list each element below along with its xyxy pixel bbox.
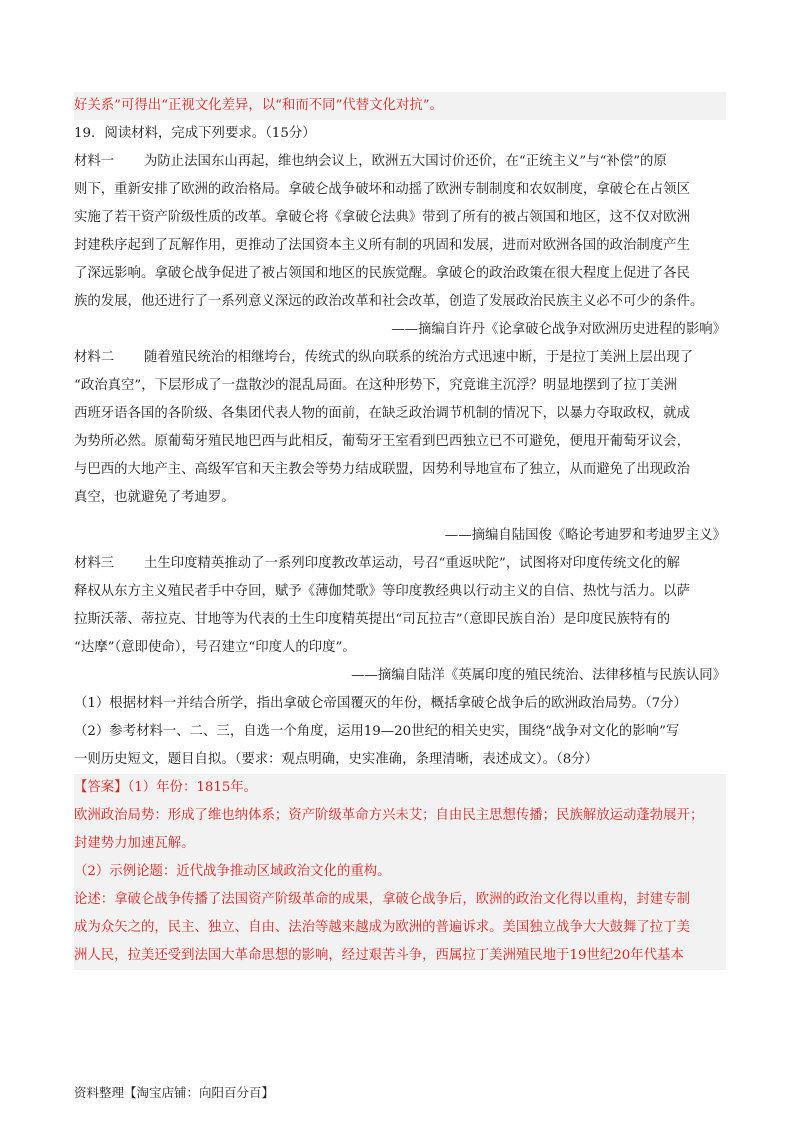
- material-two-line: “政治真空”，下层形成了一盘散沙的混乱局面。在这种形势下，究竟谁主沉浮？明显地摆到了拉丁美洲: [74, 378, 677, 393]
- answer-line: （2）示例论题：近代战争推动区域政治文化的重构。: [74, 858, 726, 886]
- material-one-line: 为防止法国东山再起，维也纳会议上，欧洲五大国讨价还价，在“正统主义”与“补偿”的原: [144, 154, 667, 169]
- material-three-line: “达摩”（意即使命），号召建立“印度人的印度”。: [74, 640, 356, 655]
- material-one-line: 封建秩序起到了瓦解作用，更推动了法国资本主义所有制的巩固和发展，进而对欧洲各国的政治制度产生: [74, 238, 690, 253]
- answer-line: 欧洲政治局势：形成了维也纳体系；资产阶级革命方兴未艾；自由民主思想传播；民族解放运动蓬勃展开；: [74, 802, 726, 830]
- answer-line: 洲人民，拉美还受到法国大革命思想的影响，经过艰苦斗争，西属拉丁美洲殖民地于19世纪20年代基本: [74, 942, 726, 970]
- material-three: [74, 550, 726, 690]
- material-one-line: 则下，重新安排了欧洲的政治格局。拿破仑战争破坏和动摇了欧洲专制制度和农奴制度，拿破仑在占领区: [74, 182, 690, 197]
- page-footer: 资料整理【淘宝店铺：向阳百分百】: [74, 1085, 275, 1100]
- answer-line: （1）年份：1815年。: [127, 780, 258, 795]
- question-title: 19．阅读材料，完成下列要求。（15分）: [74, 126, 316, 141]
- previous-answer-line: 好关系”可得出“正视文化差异，以“和而不同”代替文化对抗”。: [74, 92, 726, 120]
- answer-line: 论述：拿破仑战争传播了法国资产阶级革命的成果，拿破仑战争后，欧洲的政治文化得以重构，封建专制: [74, 886, 726, 914]
- material-two: [74, 344, 726, 550]
- material-three-line: 土生印度精英推动了一系列印度教改革运动，号召“重返吠陀”，试图将对印度传统文化的解: [144, 556, 680, 571]
- material-one: [74, 148, 726, 344]
- answer-tag: 【答案】: [74, 780, 128, 795]
- material-two-line: 为势所必然。原葡萄牙殖民地巴西与此相反，葡萄牙王室看到巴西独立已不可避免，便甩开葡萄牙议会，: [74, 434, 690, 449]
- sub-question-two: 一则历史短文，题目自拟。（要求：观点明确，史实准确，条理清晰，表述成文）。（8分）: [74, 752, 599, 767]
- sub-question-two: （2）参考材料一、二、三，自选一个角度，运用19—20世纪的相关史实，围绕“战争对文化的影响”写: [74, 724, 680, 739]
- material-one-line: 实施了若干资产阶级性质的改革。拿破仑将《拿破仑法典》带到了所有的被占领国和地区，这不仅对欧洲: [74, 210, 690, 225]
- material-one-line: 了深远影响。拿破仑战争促进了被占领国和地区的民族觉醒。拿破仑的政治政策在很大程度上促进了各民: [74, 266, 690, 281]
- material-two-line: 与巴西的大地产主、高级军官和天主教会等势力结成联盟，因势利导地宣布了独立，从而避免了出现政治: [74, 462, 690, 477]
- answer-line: 封建势力加速瓦解。: [74, 830, 726, 858]
- material-three-label: 材料三: [74, 556, 115, 571]
- document-content: [74, 92, 726, 970]
- material-three-source: ——摘编自陆洋《英属印度的殖民统治、法律移植与民族认同》: [351, 668, 726, 683]
- material-one-label: 材料一: [74, 154, 115, 169]
- sub-question-one: （1）根据材料一并结合所学，指出拿破仑帝国覆灭的年份，概括拿破仑战争后的欧洲政治局势。（7分）: [74, 696, 687, 711]
- material-one-source: ——摘编自许丹《论拿破仑战争对欧洲历史进程的影响》: [391, 322, 726, 337]
- material-three-line: 拉斯沃蒂、蒂拉克、甘地等为代表的土生印度精英提出“司瓦拉吉”（意即民族自治）是印度民族特有的: [74, 612, 671, 627]
- material-two-line: 西班牙语各国的各阶级、各集团代表人物的面前，在缺乏政治调节机制的情况下，以暴力夺取政权，就成: [74, 406, 690, 421]
- material-two-source: ——摘编自陆国俊《略论考迪罗和考迪罗主义》: [444, 528, 726, 543]
- material-two-line: 真空，也就避免了考迪罗。: [74, 490, 235, 505]
- material-two-line: 随着殖民统治的相继垮台，传统式的纵向联系的统治方式迅速中断，于是拉丁美洲上层出现了: [144, 350, 694, 365]
- answer-line: 成为众矢之的，民主、独立、自由、法治等越来越成为欧洲的普遍诉求。美国独立战争大大鼓舞了拉丁美: [74, 914, 726, 942]
- material-two-label: 材料二: [74, 350, 115, 365]
- material-three-line: 释权从东方主义殖民者手中夺回，赋予《薄伽梵歌》等印度教经典以行动主义的自信、热忱与活力。以萨: [74, 584, 690, 599]
- material-one-line: 族的发展，他还进行了一系列意义深远的政治改革和社会改革，创造了发展政治民族主义必不可少的条件。: [74, 294, 704, 309]
- answer-block: [74, 774, 726, 970]
